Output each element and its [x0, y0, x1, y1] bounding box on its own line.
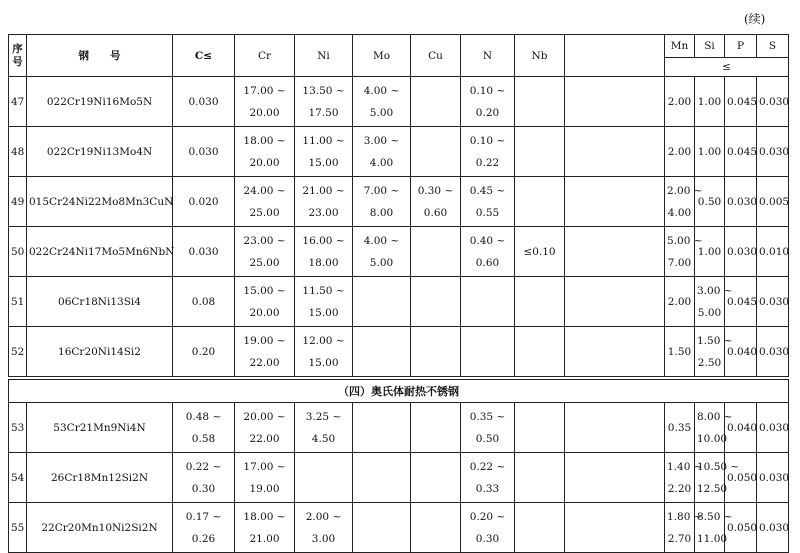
- cell-p: [725, 453, 757, 503]
- cell-n-line-2: 0.20: [475, 106, 500, 119]
- cell-nb: [515, 77, 565, 127]
- cell-cr-line-2: 20.00: [249, 156, 280, 169]
- cell-s: [757, 177, 789, 227]
- cell-p: [725, 277, 757, 327]
- cell-mo-line-1: 4.00 ~: [363, 234, 400, 247]
- cell-ni-line-2: 18.00: [308, 256, 339, 269]
- cell-si: [695, 227, 725, 277]
- cell-mn-line-1: 1.40 ~: [667, 460, 703, 473]
- table-row: [9, 327, 789, 377]
- continued-label: (续): [744, 12, 766, 26]
- cell-blank: [565, 227, 665, 277]
- cell-c-line-1: 0.030: [188, 245, 219, 258]
- cell-grade-line-1: 53Cr21Mn9Ni4N: [53, 421, 146, 434]
- cell-s-line-1: 0.030: [759, 145, 790, 158]
- cell-cr-line-2: 22.00: [249, 432, 280, 445]
- cell-nb: [515, 277, 565, 327]
- cell-cr: [235, 177, 295, 227]
- cell-p: [725, 127, 757, 177]
- cell-grade: [27, 453, 173, 503]
- cell-cr-line-1: 24.00 ~: [243, 184, 286, 197]
- cell-c: [173, 227, 235, 277]
- cell-s-line-1: 0.030: [759, 521, 790, 534]
- cell-cu: [411, 403, 461, 453]
- cell-n-line-2: 0.30: [475, 532, 500, 545]
- cell-blank: [565, 127, 665, 177]
- cell-grade: [27, 77, 173, 127]
- header-p: P: [725, 35, 757, 58]
- cell-ni: [295, 503, 353, 553]
- cell-c: [173, 453, 235, 503]
- cell-blank: [565, 453, 665, 503]
- cell-ni-line-1: 21.00 ~: [302, 184, 345, 197]
- cell-cr-line-1: 23.00 ~: [243, 234, 286, 247]
- cell-p-line-1: 0.045: [727, 95, 758, 108]
- header-le: ≤: [665, 58, 789, 77]
- cell-grade-line-1: 022Cr19Ni16Mo5N: [46, 95, 153, 108]
- cell-cr-line-1: 20.00 ~: [243, 410, 286, 423]
- header-blank: [565, 35, 665, 77]
- cell-mn-line-2: 2.20: [667, 482, 692, 495]
- cell-nb: [515, 403, 565, 453]
- cell-s: [757, 77, 789, 127]
- cell-cu: [411, 453, 461, 503]
- cell-si-line-2: 5.00: [697, 306, 722, 319]
- cell-n-line-2: 0.22: [475, 156, 500, 169]
- cell-cu: [411, 77, 461, 127]
- cell-s: [757, 403, 789, 453]
- cell-grade: [27, 127, 173, 177]
- cell-mn-line-2: 7.00: [667, 256, 692, 269]
- cell-ni-line-1: 3.25 ~: [305, 410, 342, 423]
- cell-cu: [411, 277, 461, 327]
- cell-mo-line-1: 3.00 ~: [363, 134, 400, 147]
- cell-cr-line-2: 19.00: [249, 482, 280, 495]
- header-n: N: [461, 35, 515, 77]
- table-row: [9, 403, 789, 453]
- cell-c-line-2: 0.26: [191, 532, 216, 545]
- cell-blank: [565, 403, 665, 453]
- cell-n-line-1: 0.22 ~: [469, 460, 506, 473]
- cell-si-line-1: 1.00: [697, 145, 722, 158]
- cell-si-line-1: 8.00 ~: [697, 410, 733, 423]
- cell-blank: [565, 503, 665, 553]
- cell-ni-line-2: 17.50: [308, 106, 339, 119]
- cell-si: [695, 127, 725, 177]
- cell-nb: [515, 453, 565, 503]
- steel-composition-table: [8, 34, 789, 553]
- cell-s-line-1: 0.030: [759, 471, 790, 484]
- cell-p-line-1: 0.050: [727, 471, 758, 484]
- cell-no: [9, 77, 27, 127]
- cell-si-line-1: 1.00: [697, 95, 722, 108]
- cell-si: [695, 277, 733, 327]
- cell-ni-line-1: 13.50 ~: [302, 84, 345, 97]
- cell-cr: [235, 503, 295, 553]
- cell-mn-line-1: 2.00: [667, 95, 692, 108]
- cell-n: [461, 277, 515, 327]
- cell-mn: [665, 227, 703, 277]
- cell-p-line-1: 0.030: [727, 245, 758, 258]
- cell-c: [173, 277, 235, 327]
- cell-mn: [665, 503, 703, 553]
- cell-n-line-1: 0.10 ~: [469, 84, 506, 97]
- cell-si-line-1: 10.50 ~: [697, 460, 740, 473]
- cell-grade: [27, 503, 173, 553]
- header-mn: Mn: [665, 35, 695, 58]
- cell-cr-line-1: 18.00 ~: [243, 510, 286, 523]
- cell-si-line-1: 1.00: [697, 245, 722, 258]
- cell-ni: [295, 277, 353, 327]
- cell-c: [173, 77, 235, 127]
- cell-no: [9, 177, 27, 227]
- cell-no-line-1: 53: [11, 421, 25, 434]
- cell-n: [461, 227, 515, 277]
- cell-mn: [665, 403, 695, 453]
- cell-s-line-1: 0.030: [759, 95, 790, 108]
- cell-mo: [353, 503, 411, 553]
- cell-grade-line-1: 16Cr20Ni14Si2: [58, 345, 141, 358]
- cell-no: [9, 453, 27, 503]
- cell-cr-line-2: 25.00: [249, 206, 280, 219]
- cell-cu: [411, 127, 461, 177]
- cell-mn: [665, 77, 695, 127]
- cell-c-line-1: 0.20: [191, 345, 216, 358]
- cell-no-line-1: 52: [11, 345, 25, 358]
- cell-mn: [665, 127, 695, 177]
- cell-no-line-1: 49: [11, 195, 25, 208]
- cell-ni-line-2: 3.00: [311, 532, 336, 545]
- cell-n: [461, 453, 515, 503]
- cell-ni-line-1: 16.00 ~: [302, 234, 345, 247]
- table-row: [9, 77, 789, 127]
- section-title: （四）奥氏体耐热不锈钢: [9, 380, 789, 403]
- header-seq: 序号: [9, 35, 27, 77]
- table-row: [9, 503, 789, 553]
- cell-mn-line-1: 5.00 ~: [667, 234, 703, 247]
- cell-n-line-2: 0.33: [475, 482, 500, 495]
- cell-si-line-2: 10.00: [697, 432, 728, 445]
- cell-c-line-1: 0.020: [188, 195, 219, 208]
- cell-n: [461, 403, 515, 453]
- cell-mo: [353, 227, 411, 277]
- cell-grade-line-1: 022Cr19Ni13Mo4N: [46, 145, 153, 158]
- cell-mn-line-1: 0.35: [667, 421, 692, 434]
- cell-mn-line-1: 2.00: [667, 145, 692, 158]
- cell-n: [461, 127, 515, 177]
- cell-grade: [27, 327, 173, 377]
- cell-nb: [515, 327, 565, 377]
- cell-nb-line-1: ≤0.10: [523, 245, 556, 258]
- cell-ni: [295, 127, 353, 177]
- cell-grade-line-1: 015Cr24Ni22Mo8Mn3CuN: [29, 195, 174, 208]
- cell-s: [757, 127, 789, 177]
- cell-mo: [353, 453, 411, 503]
- cell-cr-line-2: 20.00: [249, 306, 280, 319]
- cell-c-line-1: 0.030: [188, 95, 219, 108]
- cell-no-line-1: 48: [11, 145, 25, 158]
- cell-ni-line-1: 11.50 ~: [302, 284, 345, 297]
- cell-ni-line-2: 15.00: [308, 306, 339, 319]
- cell-grade-line-1: 06Cr18Ni13Si4: [58, 295, 141, 308]
- cell-cu: [411, 503, 461, 553]
- cell-cr-line-1: 17.00 ~: [243, 84, 286, 97]
- cell-mo-line-2: 8.00: [369, 206, 394, 219]
- cell-mo-line-2: 5.00: [369, 256, 394, 269]
- cell-ni: [295, 177, 353, 227]
- cell-cr-line-2: 25.00: [249, 256, 280, 269]
- cell-s-line-1: 0.030: [759, 345, 790, 358]
- cell-si-line-1: 0.50: [697, 195, 722, 208]
- cell-mo-line-1: 7.00 ~: [363, 184, 400, 197]
- cell-c: [173, 177, 235, 227]
- cell-p: [725, 403, 757, 453]
- cell-n: [461, 503, 515, 553]
- cell-n-line-1: 0.45 ~: [469, 184, 506, 197]
- cell-ni-line-1: 2.00 ~: [305, 510, 342, 523]
- cell-cu: [411, 327, 461, 377]
- cell-si-line-2: 11.00: [697, 532, 728, 545]
- cell-mn-line-2: 4.00: [667, 206, 692, 219]
- cell-no-line-1: 47: [11, 95, 25, 108]
- cell-ni: [295, 227, 353, 277]
- cell-cr: [235, 453, 295, 503]
- cell-c-line-1: 0.48 ~: [185, 410, 222, 423]
- cell-mn: [665, 453, 703, 503]
- cell-mn: [665, 277, 695, 327]
- cell-ni-line-2: 15.00: [308, 156, 339, 169]
- cell-mn-line-1: 2.00: [667, 295, 692, 308]
- header-cr: Cr: [235, 35, 295, 77]
- cell-grade: [27, 177, 173, 227]
- cell-mo: [353, 77, 411, 127]
- cell-c-line-1: 0.17 ~: [185, 510, 222, 523]
- cell-c-line-2: 0.30: [191, 482, 216, 495]
- cell-cu-line-1: 0.30 ~: [417, 184, 454, 197]
- header-nb: Nb: [515, 35, 565, 77]
- cell-no: [9, 227, 27, 277]
- cell-si: [695, 327, 733, 377]
- cell-cr-line-2: 20.00: [249, 106, 280, 119]
- cell-p: [725, 77, 757, 127]
- cell-s: [757, 503, 789, 553]
- cell-cr: [235, 77, 295, 127]
- cell-c: [173, 403, 235, 453]
- cell-ni: [295, 77, 353, 127]
- cell-no-line-1: 50: [11, 245, 25, 258]
- cell-no: [9, 277, 27, 327]
- cell-c-line-1: 0.22 ~: [185, 460, 222, 473]
- cell-mo-line-2: 4.00: [369, 156, 394, 169]
- cell-grade: [27, 277, 173, 327]
- cell-mo-line-1: 4.00 ~: [363, 84, 400, 97]
- header-ni: Ni: [295, 35, 353, 77]
- cell-cr: [235, 277, 295, 327]
- cell-mo: [353, 127, 411, 177]
- cell-si-line-2: 2.50: [697, 356, 722, 369]
- cell-mn-line-1: 2.00 ~: [667, 184, 703, 197]
- cell-cu: [411, 227, 461, 277]
- cell-mo: [353, 177, 411, 227]
- cell-cr: [235, 327, 295, 377]
- cell-si-line-1: 3.00 ~: [697, 284, 733, 297]
- cell-p: [725, 503, 757, 553]
- cell-cr: [235, 127, 295, 177]
- cell-cr: [235, 227, 295, 277]
- cell-si: [695, 77, 725, 127]
- cell-n-line-1: 0.20 ~: [469, 510, 506, 523]
- cell-ni-line-2: 23.00: [308, 206, 339, 219]
- cell-cr-line-1: 15.00 ~: [243, 284, 286, 297]
- cell-mo-line-2: 5.00: [369, 106, 394, 119]
- cell-ni-line-1: 12.00 ~: [302, 334, 345, 347]
- cell-si-line-1: 1.50 ~: [697, 334, 733, 347]
- cell-blank: [565, 327, 665, 377]
- cell-nb: [515, 177, 565, 227]
- cell-si: [695, 177, 725, 227]
- cell-no: [9, 127, 27, 177]
- cell-no: [9, 327, 27, 377]
- cell-mn: [665, 177, 703, 227]
- cell-n-line-1: 0.35 ~: [469, 410, 506, 423]
- cell-s: [757, 277, 789, 327]
- header-s: S: [757, 35, 789, 58]
- cell-n-line-2: 0.60: [475, 256, 500, 269]
- cell-grade: [27, 403, 173, 453]
- cell-n-line-2: 0.55: [475, 206, 500, 219]
- cell-ni-line-2: 15.00: [308, 356, 339, 369]
- cell-nb: [515, 503, 565, 553]
- cell-no-line-1: 54: [11, 471, 25, 484]
- cell-p: [725, 327, 757, 377]
- header-grade: 钢 号: [27, 35, 173, 77]
- cell-n-line-1: 0.40 ~: [469, 234, 506, 247]
- cell-grade-line-1: 22Cr20Mn10Ni2Si2N: [41, 521, 158, 534]
- cell-s-line-1: 0.030: [759, 421, 790, 434]
- cell-si: [695, 403, 733, 453]
- cell-c: [173, 503, 235, 553]
- cell-cr-line-2: 21.00: [249, 532, 280, 545]
- cell-s-line-1: 0.005: [759, 195, 790, 208]
- cell-mn-line-2: 2.70: [667, 532, 692, 545]
- cell-n: [461, 77, 515, 127]
- table-row: [9, 453, 789, 503]
- cell-c-line-1: 0.08: [191, 295, 216, 308]
- cell-ni-line-1: 11.00 ~: [302, 134, 345, 147]
- cell-cr-line-2: 22.00: [249, 356, 280, 369]
- cell-n-line-1: 0.10 ~: [469, 134, 506, 147]
- cell-ni: [295, 403, 353, 453]
- cell-p: [725, 177, 757, 227]
- cell-c-line-1: 0.030: [188, 145, 219, 158]
- cell-s-line-1: 0.030: [759, 295, 790, 308]
- cell-n: [461, 327, 515, 377]
- cell-ni: [295, 453, 353, 503]
- cell-mn-line-1: 1.50: [667, 345, 692, 358]
- cell-si-line-2: 12.50: [697, 482, 728, 495]
- header-c: C≤: [173, 35, 235, 77]
- header-cu: Cu: [411, 35, 461, 77]
- cell-blank: [565, 77, 665, 127]
- cell-p-line-1: 0.040: [727, 421, 758, 434]
- cell-s-line-1: 0.010: [759, 245, 790, 258]
- header-si: Si: [695, 35, 725, 58]
- cell-p-line-1: 0.030: [727, 195, 758, 208]
- cell-p-line-1: 0.040: [727, 345, 758, 358]
- cell-cu: [411, 177, 461, 227]
- cell-mn: [665, 327, 695, 377]
- cell-nb: [515, 227, 565, 277]
- cell-mo: [353, 327, 411, 377]
- cell-n-line-2: 0.50: [475, 432, 500, 445]
- cell-no-line-1: 51: [11, 295, 25, 308]
- cell-mn-line-1: 1.80 ~: [667, 510, 703, 523]
- cell-no: [9, 403, 27, 453]
- table-row: [9, 227, 789, 277]
- cell-cr-line-1: 18.00 ~: [243, 134, 286, 147]
- cell-no-line-1: 55: [11, 521, 25, 534]
- cell-cr-line-1: 19.00 ~: [243, 334, 286, 347]
- cell-mo: [353, 277, 411, 327]
- cell-si: [695, 503, 733, 553]
- cell-nb: [515, 127, 565, 177]
- table-row: [9, 277, 789, 327]
- cell-no: [9, 503, 27, 553]
- cell-c: [173, 127, 235, 177]
- table-row: [9, 127, 789, 177]
- cell-blank: [565, 277, 665, 327]
- cell-cu-line-2: 0.60: [423, 206, 448, 219]
- cell-p: [725, 227, 757, 277]
- cell-c: [173, 327, 235, 377]
- cell-si-line-1: 8.50 ~: [697, 510, 733, 523]
- cell-blank: [565, 177, 665, 227]
- cell-s: [757, 453, 789, 503]
- cell-cr-line-1: 17.00 ~: [243, 460, 286, 473]
- cell-p-line-1: 0.050: [727, 521, 758, 534]
- cell-grade-line-1: 26Cr18Mn12Si2N: [50, 471, 149, 484]
- cell-p-line-1: 0.045: [727, 145, 758, 158]
- header-mo: Mo: [353, 35, 411, 77]
- cell-p-line-1: 0.045: [727, 295, 758, 308]
- cell-cr: [235, 403, 295, 453]
- cell-ni: [295, 327, 353, 377]
- cell-grade-line-1: 022Cr24Ni17Mo5Mn6NbN: [29, 245, 175, 258]
- cell-mo: [353, 403, 411, 453]
- cell-si: [695, 453, 740, 503]
- cell-s: [757, 327, 789, 377]
- cell-ni-line-2: 4.50: [311, 432, 336, 445]
- cell-c-line-2: 0.58: [191, 432, 216, 445]
- cell-s: [757, 227, 789, 277]
- cell-n: [461, 177, 515, 227]
- table-row: [9, 177, 789, 227]
- cell-grade: [27, 227, 173, 277]
